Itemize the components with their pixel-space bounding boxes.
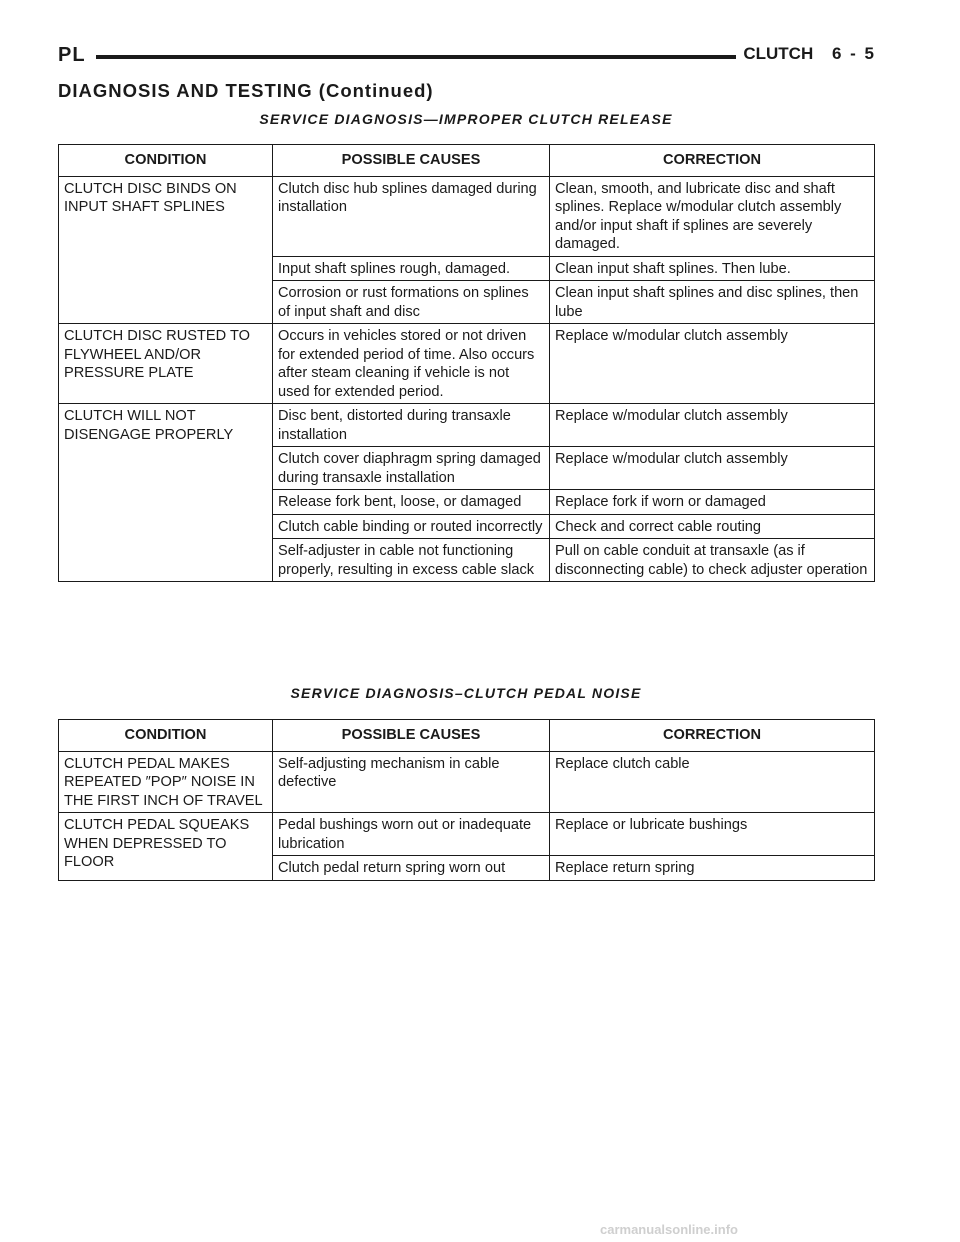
correction-cell: Replace w/modular clutch assembly xyxy=(550,324,875,404)
condition-cell: CLUTCH PEDAL SQUEAKS WHEN DEPRESSED TO FLOOR xyxy=(59,813,273,881)
cause-cell: Self-adjuster in cable not functioning properly, resulting in excess cable slack xyxy=(273,539,550,582)
correction-cell: Replace return spring xyxy=(550,856,875,881)
col-header-correction: CORRECTION xyxy=(550,145,875,177)
cause-cell: Clutch cover diaphragm spring damaged during transaxle installation xyxy=(273,447,550,490)
model-code: PL xyxy=(58,44,86,66)
col-header-causes: POSSIBLE CAUSES xyxy=(273,720,550,752)
col-header-causes: POSSIBLE CAUSES xyxy=(273,145,550,177)
correction-cell: Pull on cable conduit at transaxle (as if disconnecting cable) to check adjuster operation xyxy=(550,539,875,582)
correction-cell: Replace clutch cable xyxy=(550,751,875,813)
table-2-caption: SERVICE DIAGNOSIS–CLUTCH PEDAL NOISE xyxy=(290,685,642,701)
cause-cell: Occurs in vehicles stored or not driven for extended period of time. Also occurs after steam cleaning if vehicle is not used for extended period. xyxy=(273,324,550,404)
correction-cell: Replace or lubricate bushings xyxy=(550,813,875,856)
correction-cell: Replace fork if worn or damaged xyxy=(550,490,875,515)
cause-cell: Release fork bent, loose, or damaged xyxy=(273,490,550,515)
condition-cell: CLUTCH DISC BINDS ON INPUT SHAFT SPLINES xyxy=(59,176,273,324)
correction-cell: Clean input shaft splines. Then lube. xyxy=(550,256,875,281)
table-clutch-pedal-noise xyxy=(58,719,875,881)
table-header-row xyxy=(59,720,875,752)
cause-cell: Disc bent, distorted during transaxle installation xyxy=(273,404,550,447)
page-header xyxy=(58,44,876,70)
col-header-condition: CONDITION xyxy=(59,145,273,177)
header-rule xyxy=(96,55,736,59)
cause-cell: Pedal bushings worn out or inadequate lubrication xyxy=(273,813,550,856)
watermark-footer: carmanualsonline.info xyxy=(600,1222,738,1237)
table-row xyxy=(59,324,875,404)
cause-cell: Clutch disc hub splines damaged during installation xyxy=(273,176,550,256)
table-row xyxy=(59,813,875,856)
correction-cell: Check and correct cable routing xyxy=(550,514,875,539)
cause-cell: Corrosion or rust formations on splines of input shaft and disc xyxy=(273,281,550,324)
chapter-name: CLUTCH xyxy=(743,44,814,63)
table-row xyxy=(59,751,875,813)
cause-cell: Self-adjusting mechanism in cable defective xyxy=(273,751,550,813)
table-1-caption: SERVICE DIAGNOSIS—IMPROPER CLUTCH RELEASE xyxy=(259,111,673,127)
correction-cell: Replace w/modular clutch assembly xyxy=(550,404,875,447)
condition-cell: CLUTCH WILL NOT DISENGAGE PROPERLY xyxy=(59,404,273,582)
condition-cell: CLUTCH PEDAL MAKES REPEATED ″POP″ NOISE IN THE FIRST INCH OF TRAVEL xyxy=(59,751,273,813)
condition-cell: CLUTCH DISC RUSTED TO FLYWHEEL AND/OR PRESSURE PLATE xyxy=(59,324,273,404)
col-header-correction: CORRECTION xyxy=(550,720,875,752)
cause-cell: Input shaft splines rough, damaged. xyxy=(273,256,550,281)
correction-cell: Clean, smooth, and lubricate disc and shaft splines. Replace w/modular clutch assembly and/or input shaft if splines are severely damaged. xyxy=(550,176,875,256)
correction-cell: Clean input shaft splines and disc splines, then lube xyxy=(550,281,875,324)
table-row xyxy=(59,404,875,447)
col-header-condition: CONDITION xyxy=(59,720,273,752)
cause-cell: Clutch cable binding or routed incorrectly xyxy=(273,514,550,539)
table-improper-clutch-release xyxy=(58,144,875,582)
correction-cell: Replace w/modular clutch assembly xyxy=(550,447,875,490)
section-title: DIAGNOSIS AND TESTING (Continued) xyxy=(58,80,434,101)
cause-cell: Clutch pedal return spring worn out xyxy=(273,856,550,881)
table-row xyxy=(59,176,875,256)
page-number: 6 - 5 xyxy=(831,44,876,63)
table-header-row xyxy=(59,145,875,177)
header-right xyxy=(743,44,876,64)
